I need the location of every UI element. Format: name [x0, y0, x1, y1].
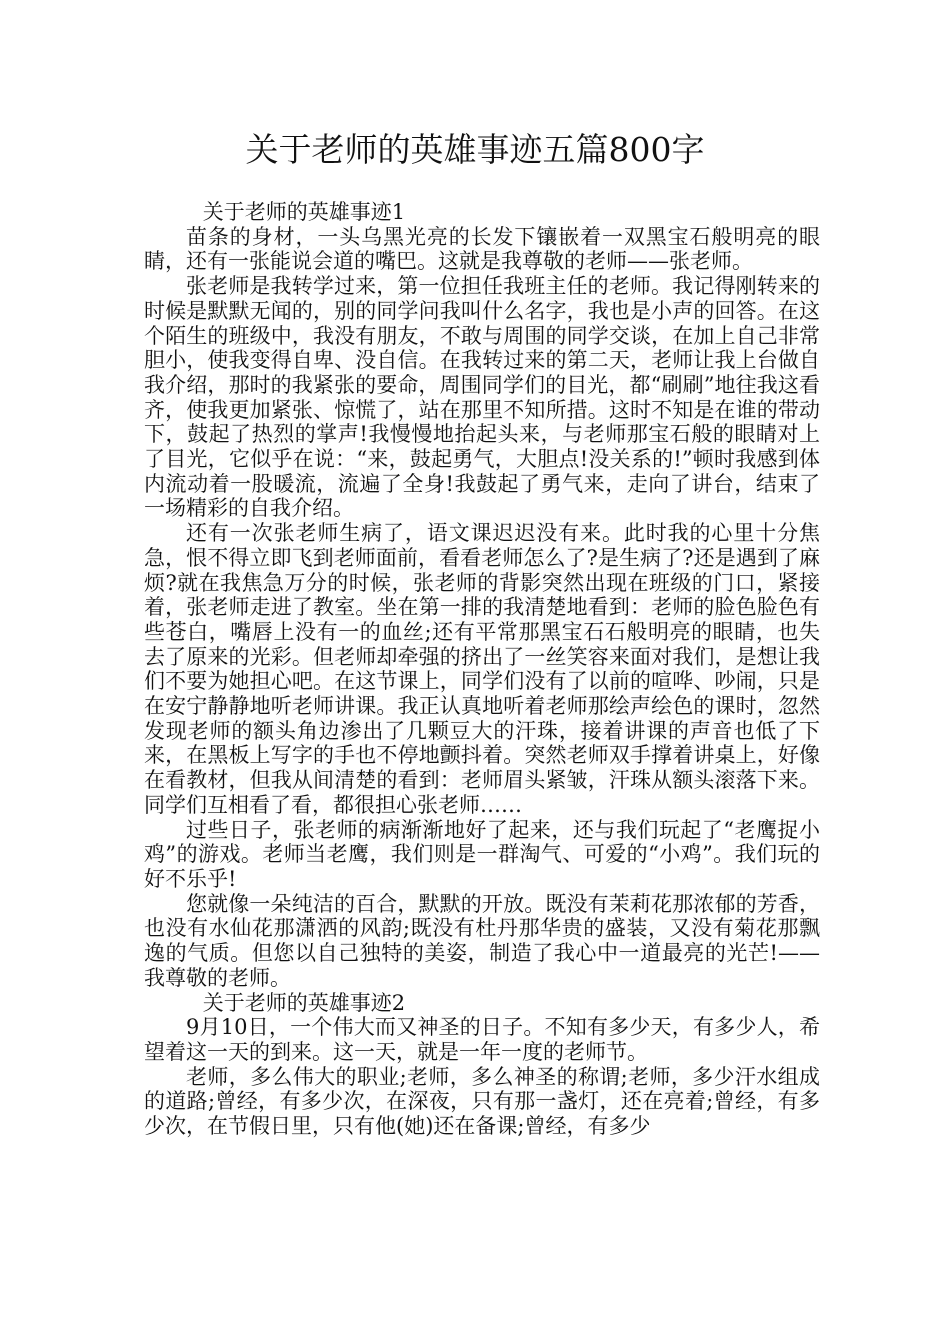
- paragraph: 张老师是我转学过来，第一位担任我班主任的老师。我记得刚转来的时候是默默无闻的，别的同学问我叫什么名字，我也是小声的回答。在这个陌生的班级中，我没有朋友，不敢与周围的同学交谈，在加上自己非常胆小，使我变得自卑、没自信。在我转过来的第二天，老师让我上台做自我介绍，那时的我紧张的要命，周围同学们的目光，都“刷刷”地往我这看齐，使我更加紧张、惊慌了，站在那里不知所措。这时不知是在谁的带动下，鼓起了热烈的掌声!我慢慢地抬起头来，与老师那宝石般的眼睛对上了目光，它似乎在说：“来，鼓起勇气，大胆点!没关系的!”顿时我感到体内流动着一股暖流，流遍了全身!我鼓起了勇气来，走向了讲台，结束了一场精彩的自我介绍。: [144, 274, 820, 521]
- paragraph: 老师，多么伟大的职业;老师，多么神圣的称谓;老师，多少汗水组成的道路;曾经，有多少次，在深夜，只有那一盏灯，还在亮着;曾经，有多少次，在节假日里，只有他(她)还在备课;曾经，有多少: [144, 1064, 820, 1139]
- section-heading-1: 关于老师的英雄事迹1: [202, 200, 406, 224]
- document-title: 关于老师的英雄事迹五篇800字: [245, 130, 705, 169]
- paragraph: 苗条的身材，一头乌黑光亮的长发下镶嵌着一双黑宝石般明亮的眼睛，还有一张能说会道的嘴巴。这就是我尊敬的老师——张老师。: [144, 224, 820, 274]
- paragraph: 9月10日，一个伟大而又神圣的日子。不知有多少天，有多少人，希望着这一天的到来。这一天，就是一年一度的老师节。: [144, 1015, 820, 1064]
- paragraph: 过些日子，张老师的病渐渐地好了起来，还与我们玩起了“老鹰捉小鸡”的游戏。老师当老鹰，我们则是一群淘气、可爱的“小鸡”。我们玩的好不乐乎!: [144, 817, 820, 891]
- paragraph: 还有一次张老师生病了，语文课迟迟没有来。此时我的心里十分焦急，恨不得立即飞到老师面前，看看老师怎么了?是生病了?还是遇到了麻烦?就在我焦急万分的时候，张老师的背影突然出现在班级的门口，紧接着，张老师走进了教室。坐在第一排的我清楚地看到：老师的脸色脸色有些苍白，嘴唇上没有一的血丝;还有平常那黑宝石石般明亮的眼睛，也失去了原来的光彩。但老师却牵强的挤出了一丝笑容来面对我们，是想让我们不要为她担心吧。在这节课上，同学们没有了以前的喧哗、吵闹，只是在安宁静静地听老师讲课。我正认真地听着老师那绘声绘色的课时，忽然发现老师的额头角边渗出了几颗豆大的汗珠，接着讲课的声音也低了下来，在黑板上写字的手也不停地颤抖着。突然老师双手撑着讲桌上，好像在看教材，但我从间清楚的看到：老师眉头紧皱，汗珠从额头滚落下来。同学们互相看了看，都很担心张老师……: [144, 521, 820, 817]
- paragraph: 您就像一朵纯洁的百合，默默的开放。既没有茉莉花那浓郁的芳香，也没有水仙花那潇洒的风韵;既没有杜丹那华贵的盛装，又没有菊花那飘逸的气质。但您以自己独特的美姿，制造了我心中一道最亮的光芒!——我尊敬的老师。: [144, 891, 820, 990]
- section-heading-2: 关于老师的英雄事迹2: [202, 990, 406, 1015]
- document-body: [144, 200, 820, 1139]
